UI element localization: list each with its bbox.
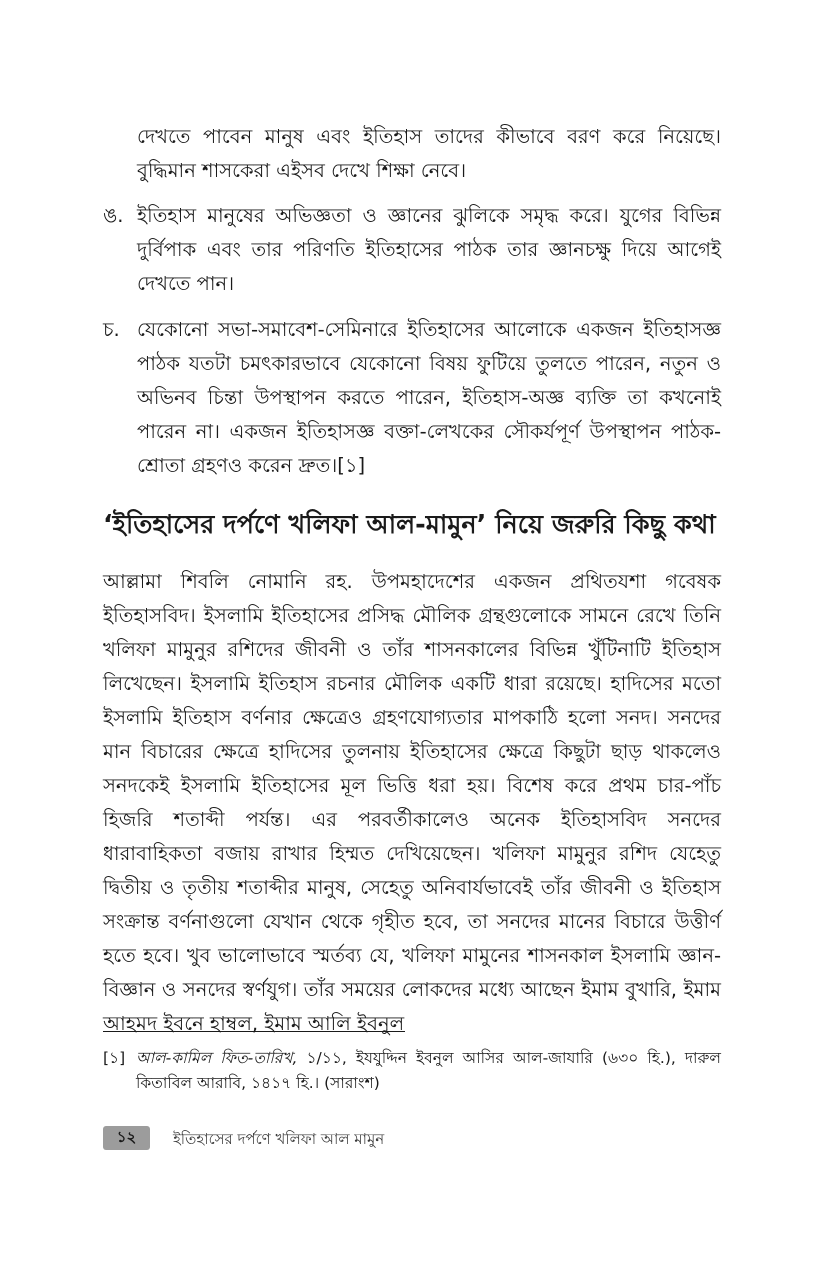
list-item-text: ইতিহাস মানুষের অভিজ্ঞতা ও জ্ঞানের ঝুলিকে সমৃদ্ধ করে। যুগের বিভিন্ন দুর্বিপাক এবং তার পরিণতি ইতিহাসের পাঠক তার জ্ঞানচক্ষু দিয়ে আগেই দেখতে পান। — [137, 204, 721, 295]
list-marker: চ. — [103, 318, 120, 341]
continuation-text: দেখতে পাবেন মানুষ এবং ইতিহাস তাদের কীভাবে বরণ করে নিয়েছে। বুদ্ধিমান শাসকেরা এইসব দেখে শিক্ষা নেবে। — [137, 125, 721, 182]
section-heading: ‘ইতিহাসের দর্পণে খলিফা আল-মামুন’ নিয়ে জরুরি কিছু কথা — [103, 510, 716, 540]
section-body — [103, 565, 721, 1041]
footnote-divider — [103, 1031, 405, 1032]
list-marker: ঙ. — [103, 204, 124, 227]
footnote-source-details: ১/১১, ইযযুদ্দিন ইবনুল আসির আল-জাযারি (৬৩০ হি.), দারুল কিতাবিল আরাবি, ১৪১৭ হি.। (সারাংশ) — [136, 1049, 721, 1092]
body-paragraph: আল্লামা শিবলি নোমানি রহ. উপমহাদেশের একজন প্রথিতযশা গবেষক ইতিহাসবিদ। ইসলামি ইতিহাসের প্রসিদ্ধ মৌলিক গ্রন্থগুলোকে সামনে রেখে তিনি খলিফা মামুনুর রশিদের জীবনী ও তাঁর শাসনকালের বিভিন্ন খুঁটিনাটি ইতিহাস লিখেছেন। ইসলামি ইতিহাস রচনার মৌলিক একটি ধারা রয়েছে। হাদিসের মতো ইসলামি ইতিহাস বর্ণনার ক্ষেত্রেও গ্রহণযোগ্যতার মাপকাঠি হলো সনদ। সনদের মান বিচারের ক্ষেত্রে হাদিসের তুলনায় ইতিহাসের ক্ষেত্রে কিছুটা ছাড় থাকলেও সনদকেই ইসলামি ইতিহাসের মূল ভিত্তি ধরা হয়। বিশেষ করে প্রথম চার-পাঁচ হিজরি শতাব্দী পর্যন্ত। এর পরবর্তীকালেও অনেক ইতিহাসবিদ সনদের ধারাবাহিকতা বজায় রাখার হিম্মত দেখিয়েছেন। খলিফা মামুনুর রশিদ যেহেতু দ্বিতীয় ও তৃতীয় শতাব্দীর মানুষ, সেহেতু অনিবার্যভাবেই তাঁর জীবনী ও ইতিহাস সংক্রান্ত বর্ণনাগুলো যেখান থেকে গৃহীত হবে, তা সনদের মানের বিচারে উত্তীর্ণ হতে হবে। খুব ভালোভাবে স্মর্তব্য যে, খলিফা মামুনের শাসনকাল ইসলামি জ্ঞান-বিজ্ঞান ও সনদের স্বর্ণযুগ। তাঁর সময়ের লোকদের মধ্যে আছেন ইমাম বুখারি, ইমাম আহমদ ইবনে হাম্বল, ইমাম আলি ইবনুল — [103, 570, 721, 1035]
page-number: ১২ — [103, 1126, 150, 1150]
footnote-marker: [১] — [103, 1049, 126, 1067]
footnote-text — [136, 1046, 721, 1096]
running-title: ইতিহাসের দর্পণে খলিফা আল মামুন — [173, 1130, 385, 1148]
list-item-text: যেকোনো সভা-সমাবেশ-সেমিনারে ইতিহাসের আলোকে একজন ইতিহাসজ্ঞ পাঠক যতটা চমৎকারভাবে যেকোনো বিষয় ফুটিয়ে তুলতে পারেন, নতুন ও অভিনব চিন্তা উপস্থাপন করতে পারেন, ইতিহাস-অজ্ঞ ব্যক্তি তা কখনোই পারেন না। একজন ইতিহাসজ্ঞ বক্তা-লেখকের সৌকর্যপূর্ণ উপস্থাপন পাঠক-শ্রোতা গ্রহণও করেন দ্রুত।[১] — [137, 318, 721, 477]
continuation-paragraph — [137, 120, 721, 188]
footnote-source-title: আল-কামিল ফিত-তারিখ, — [136, 1049, 298, 1067]
